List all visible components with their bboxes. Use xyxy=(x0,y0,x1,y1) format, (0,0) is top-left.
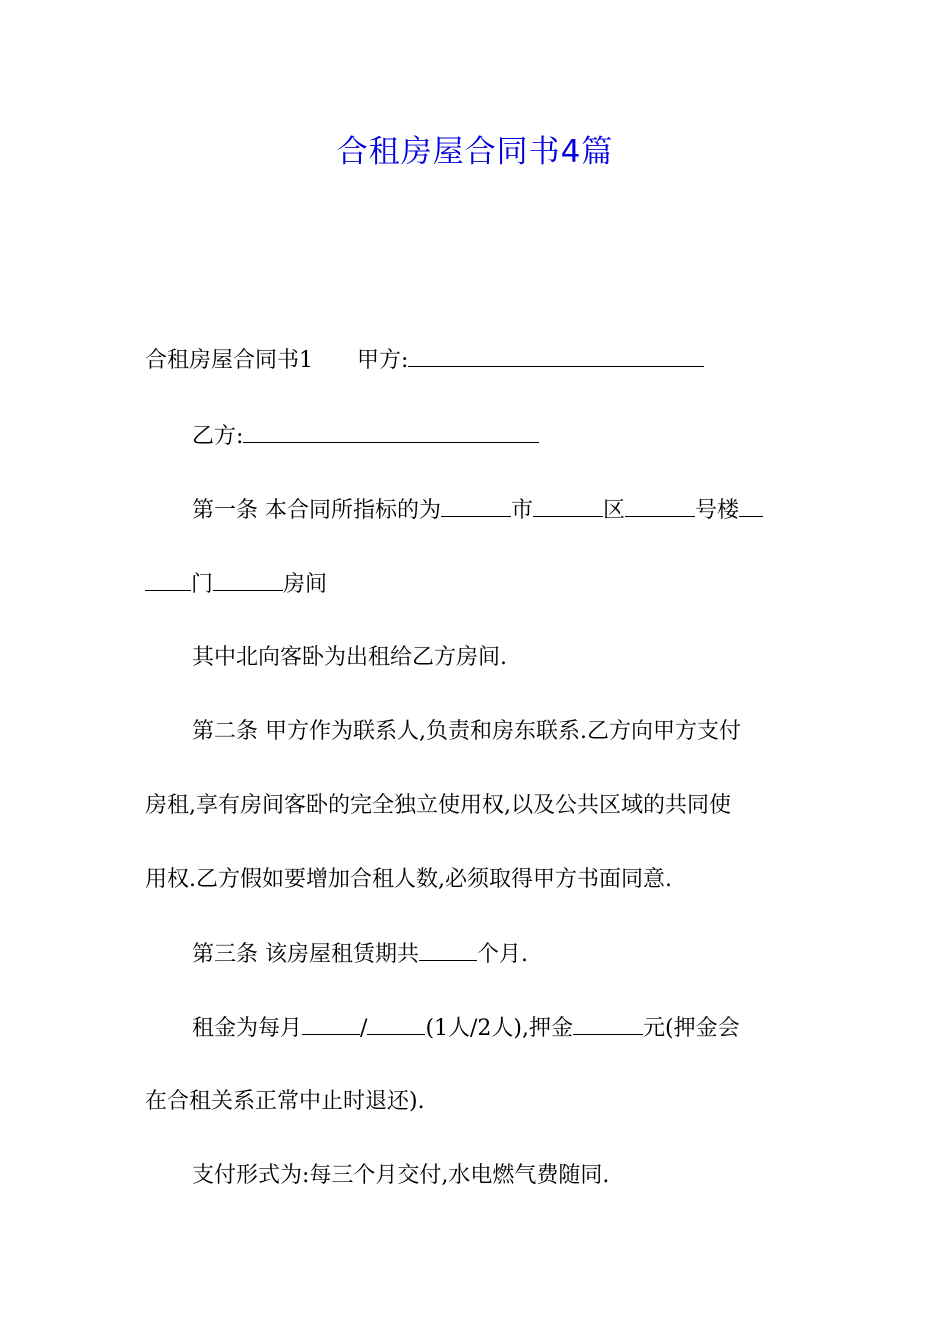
rent-separator: / xyxy=(360,1016,368,1041)
unit-blank-end[interactable] xyxy=(145,568,191,591)
article-2-line-1: 第二条 甲方作为联系人,负责和房东联系.乙方向甲方支付 xyxy=(192,719,741,744)
article-3-line-1 xyxy=(192,938,528,971)
paragraph-party-b xyxy=(192,420,539,453)
paragraph-heading-party-a xyxy=(145,344,704,377)
district-blank[interactable] xyxy=(533,494,603,517)
lease-term-text: 第三条 该房屋租赁期共 xyxy=(192,942,419,967)
deposit-label: 元(押金会 xyxy=(643,1016,740,1041)
lease-months-label: 个月. xyxy=(477,942,528,967)
party-a-blank[interactable] xyxy=(408,344,704,367)
city-blank[interactable] xyxy=(441,494,511,517)
document-title: 合租房屋合同书4篇 xyxy=(336,134,614,170)
article-2-line-2: 房租,享有房间客卧的完全独立使用权,以及公共区域的共同使 xyxy=(145,793,731,818)
rent-line-2: 在合租关系正常中止时退还). xyxy=(145,1089,425,1114)
building-blank[interactable] xyxy=(625,494,695,517)
deposit-blank[interactable] xyxy=(573,1012,643,1035)
district-label: 区 xyxy=(603,498,626,523)
rent-two-person-blank[interactable] xyxy=(367,1012,425,1035)
unit-blank-start[interactable] xyxy=(739,494,763,517)
room-blank[interactable] xyxy=(213,568,283,591)
party-b-label: 乙方: xyxy=(192,424,244,449)
article-2-line-3: 用权.乙方假如要增加合租人数,必须取得甲方书面同意. xyxy=(145,867,672,892)
party-b-blank[interactable] xyxy=(243,420,539,443)
rent-one-person-blank[interactable] xyxy=(302,1012,360,1035)
city-label: 市 xyxy=(511,498,534,523)
rent-persons-label: (1人/2人),押金 xyxy=(425,1016,574,1041)
lease-months-blank[interactable] xyxy=(419,938,477,961)
article-1-line-1 xyxy=(192,494,763,527)
article-1-line-3: 其中北向客卧为出租给乙方房间. xyxy=(192,645,507,670)
section-heading: 合租房屋合同书1 xyxy=(145,348,313,373)
article-1-line-2 xyxy=(145,568,327,601)
rent-line-1 xyxy=(192,1012,740,1045)
unit-label: 门 xyxy=(191,572,214,597)
building-label: 号楼 xyxy=(695,498,740,523)
rent-label: 租金为每月 xyxy=(192,1016,303,1041)
article-1-text: 第一条 本合同所指标的为 xyxy=(192,498,441,523)
payment-line: 支付形式为:每三个月交付,水电燃气费随同. xyxy=(192,1163,610,1188)
party-a-label: 甲方: xyxy=(357,348,409,373)
room-label: 房间 xyxy=(283,572,328,597)
